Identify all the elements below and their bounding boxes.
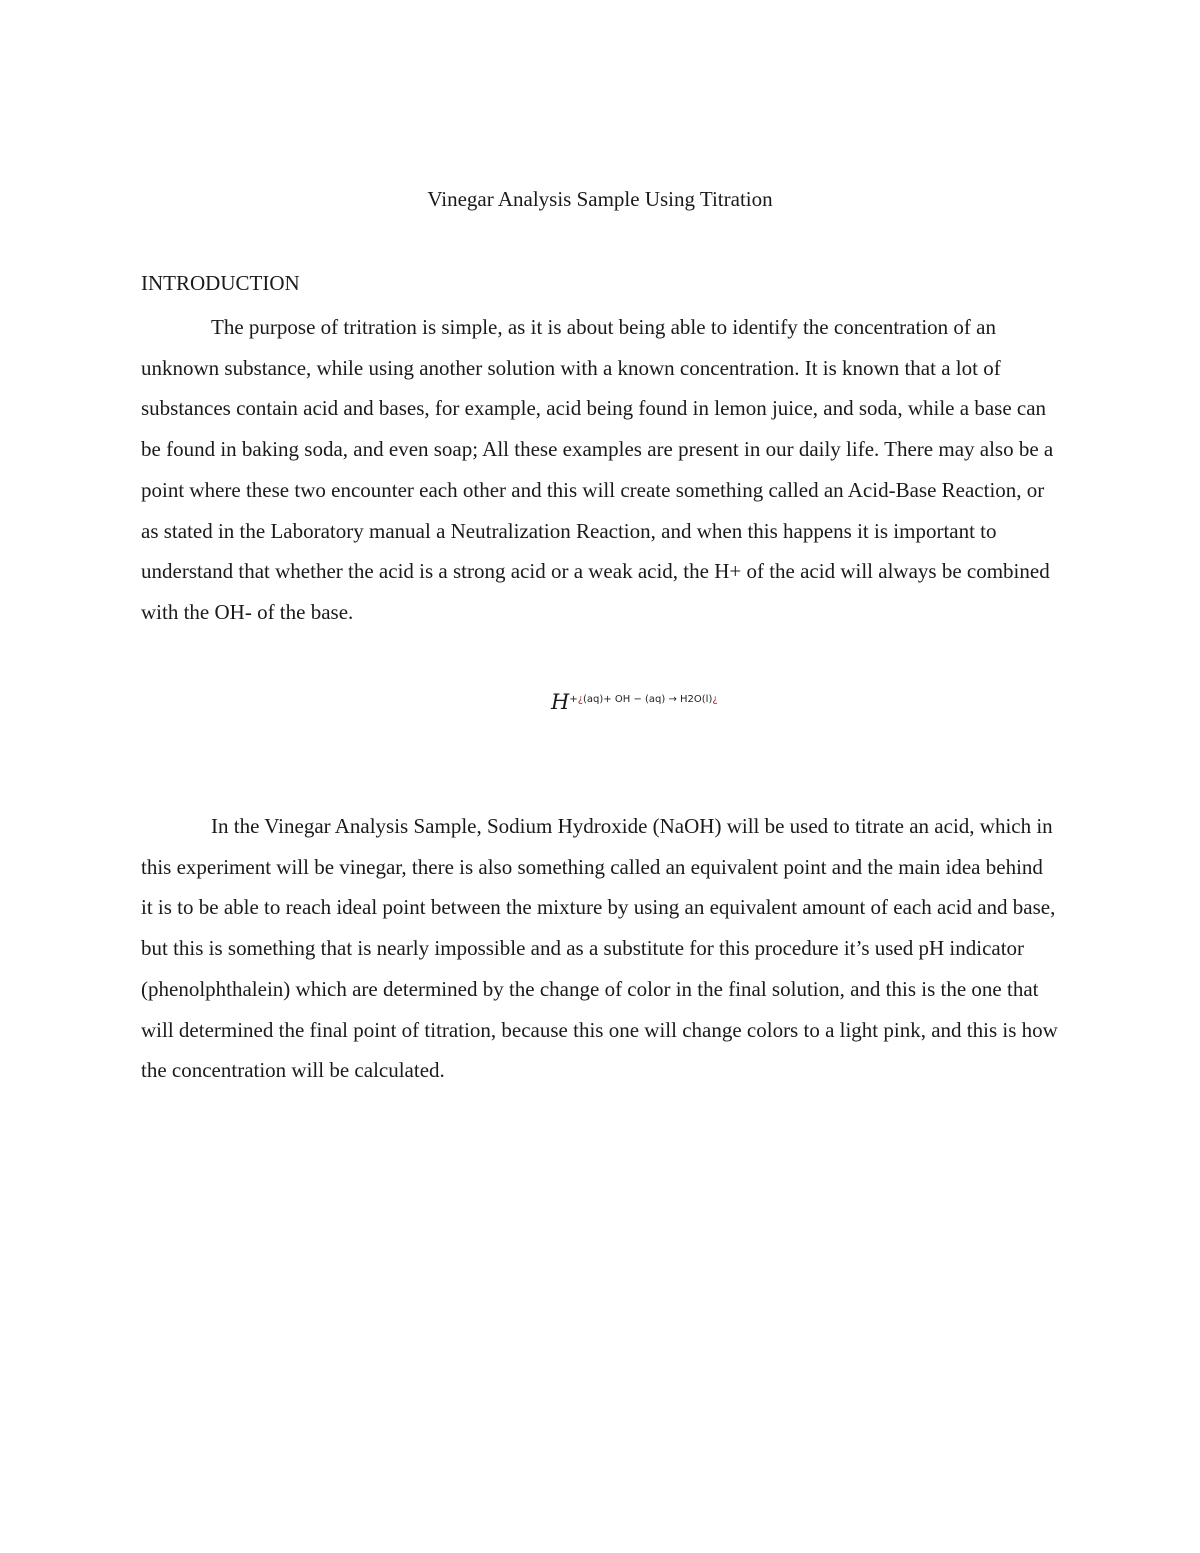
- equation-base-symbol: H: [551, 690, 570, 714]
- document-title: Vinegar Analysis Sample Using Titration: [427, 187, 773, 211]
- introduction-paragraph-2: In the Vinegar Analysis Sample, Sodium Hydroxide (NaOH) will be used to titrate an acid, which in this experiment will be vinegar, there is also something called an equivalent point and the main idea behind it is to be able to reach ideal point between the mixture by using an equivalent amount of each acid and base, but this is something that is nearly impossible and as a substitute for this procedure it’s used pH indicator (phenolphthalein) which are determined by the change of color in the final solution, and this is the one that will determined the final point of titration, because this one will change colors to a light pink, and this is how the concentration will be calculated.: [141, 814, 1058, 1083]
- equation-sup-marker: +: [569, 694, 578, 705]
- equation-superscript: [569, 694, 717, 705]
- equation-sup-products: − (aq) → H2O(l): [633, 694, 713, 705]
- neutralization-equation: [551, 690, 718, 730]
- section-heading-introduction: INTRODUCTION: [141, 271, 300, 295]
- equation-sup-ions: (aq)+ OH: [583, 694, 631, 705]
- introduction-paragraph-1: The purpose of tritration is simple, as it is about being able to identify the concentration of an unknown substance, while using another solution with a known concentration. It is known that a lot of substances contain acid and bases, for example, acid being found in lemon juice, and soda, while a base can be found in baking soda, and even soap; All these examples are present in our daily life. There may also be a point where these two encounter each other and this will create something called an Acid-Base Reaction, or as stated in the Laboratory manual a Neutralization Reaction, and when this happens it is important to understand that whether the acid is a strong acid or a weak acid, the H+ of the acid will always be combined with the OH- of the base.: [141, 315, 1054, 624]
- equation-sup-glyph-a: ¿: [577, 694, 584, 705]
- equation-sup-glyph-b: ¿: [712, 694, 718, 705]
